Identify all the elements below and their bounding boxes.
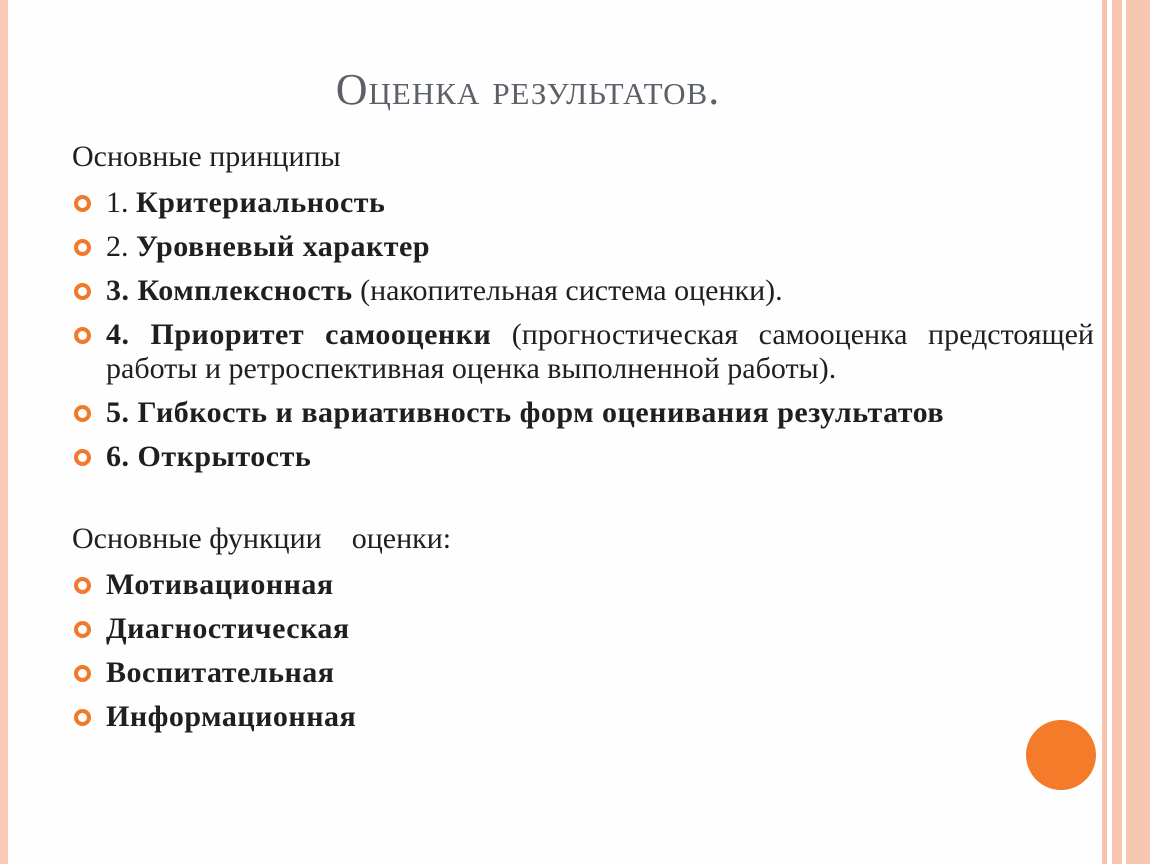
bullet-icon [74,665,91,682]
principle-item: 3. Комплексность (накопительная система оценки). [72,274,1094,308]
principle-item: 2. Уровневый характер [72,230,1094,264]
function-item: Диагностическая [72,612,1094,646]
principle-item: 1. Критериальность [72,186,1094,220]
bullet-icon [74,283,91,300]
bullet-icon [74,449,91,466]
bullet-icon [74,327,91,344]
principle-item: 5. Гибкость и вариативность форм оценивания результатов [72,396,1094,430]
bullet-icon [74,621,91,638]
principles-list [72,186,1094,474]
functions-heading: Основные функции оценки: [72,522,452,555]
decorative-stripes [1098,0,1150,864]
principle-item: 4. Приоритет самооценки (прогностическая самооценка предстоящей работы и ретроспективная оценка выполненной работы). [72,318,1094,386]
principle-item: 6. Открытость [72,440,1094,474]
bullet-icon [74,405,91,422]
orange-circle-decoration [1026,720,1096,790]
bullet-icon [74,709,91,726]
principles-heading: Основные принципы [72,140,341,173]
bullet-icon [74,239,91,256]
function-item: Информационная [72,700,1094,734]
function-item: Мотивационная [72,568,1094,602]
slide-content [72,140,1094,744]
bullet-icon [74,577,91,594]
slide-title: Оценка результатов. [335,65,721,114]
bullet-icon [74,195,91,212]
functions-list [72,568,1094,734]
function-item: Воспитательная [72,656,1094,690]
